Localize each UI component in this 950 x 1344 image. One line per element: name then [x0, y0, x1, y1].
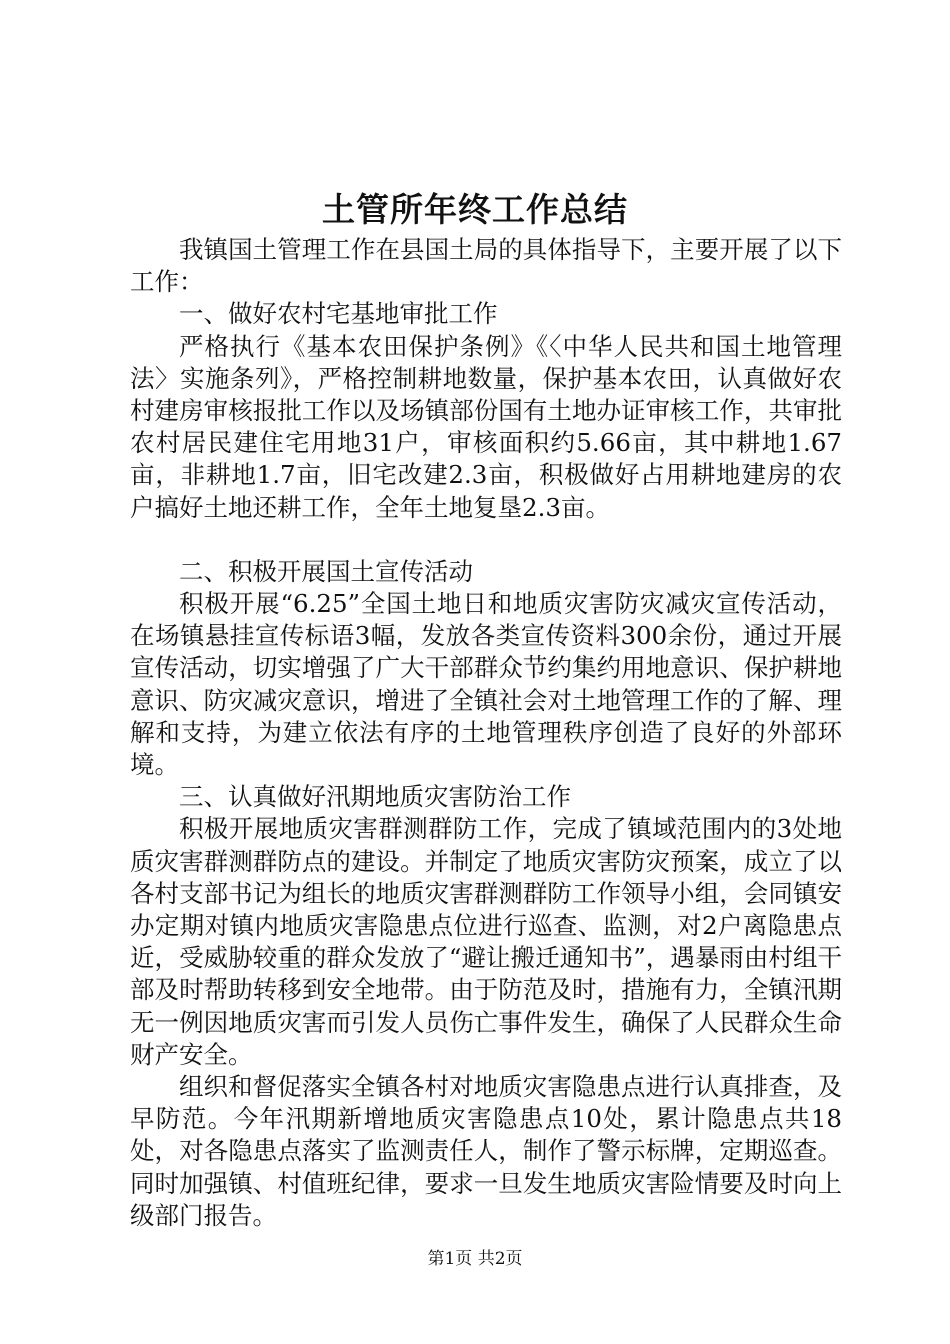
- page-footer: 第1页 共2页: [427, 1249, 523, 1269]
- section-3-paragraph-2: 组织和督促落实全镇各村对地质灾害隐患点进行认真排查，及早防范。今年汛期新增地质灾害隐患点10处，累计隐患点共18处，对各隐患点落实了监测责任人，制作了警示标牌，定期巡查。同时加强镇、村值班纪律，要求一旦发生地质灾害险情要及时向上级部门报告。: [130, 1072, 842, 1230]
- section-3-heading: 三、认真做好汛期地质灾害防治工作: [179, 782, 571, 812]
- document-body: [130, 234, 842, 1232]
- section-2-heading: 二、积极开展国土宣传活动: [179, 556, 473, 586]
- document-title: 土管所年终工作总结: [322, 190, 628, 229]
- section-1-heading: 一、做好农村宅基地审批工作: [179, 299, 498, 329]
- intro-paragraph: 我镇国土管理工作在县国土局的具体指导下，主要开展了以下工作：: [130, 235, 842, 297]
- section-3-paragraph-1: 积极开展地质灾害群测群防工作，完成了镇域范围内的3处地质灾害群测群防点的建设。并制定了地质灾害防灾预案，成立了以各村支部书记为组长的地质灾害群测群防工作领导小组，会同镇安办定期对镇内地质灾害隐患点位进行巡查、监测，对2户离隐患点近，受威胁较重的群众发放了“避让搬迁通知书”，遇暴雨由村组干部及时帮助转移到安全地带。由于防范及时，措施有力，全镇汛期无一例因地质灾害而引发人员伤亡事件发生，确保了人民群众生命财产安全。: [130, 814, 842, 1069]
- section-2-paragraph-1: 积极开展“6.25”全国土地日和地质灾害防灾减灾宣传活动，在场镇悬挂宣传标语3幅，发放各类宣传资料300余份，通过开展宣传活动，切实增强了广大干部群众节约集约用地意识、保护耕地意识、防灾减灾意识，增进了全镇社会对土地管理工作的了解、理解和支持，为建立依法有序的土地管理秩序创造了良好的外部环境。: [130, 589, 842, 780]
- section-1-paragraph-1: 严格执行《基本农田保护条例》《〈中华人民共和国土地管理法〉实施条列》，严格控制耕地数量，保护基本农田，认真做好农村建房审核报批工作以及场镇部份国有土地办证审核工作，共审批农村居民建住宅用地31户，审核面积约5.66亩，其中耕地1.67亩，非耕地1.7亩，旧宅改建2.3亩，积极做好占用耕地建房的农户搞好土地还耕工作，全年土地复垦2.3亩。: [130, 331, 842, 522]
- paragraph-gap: [130, 524, 842, 556]
